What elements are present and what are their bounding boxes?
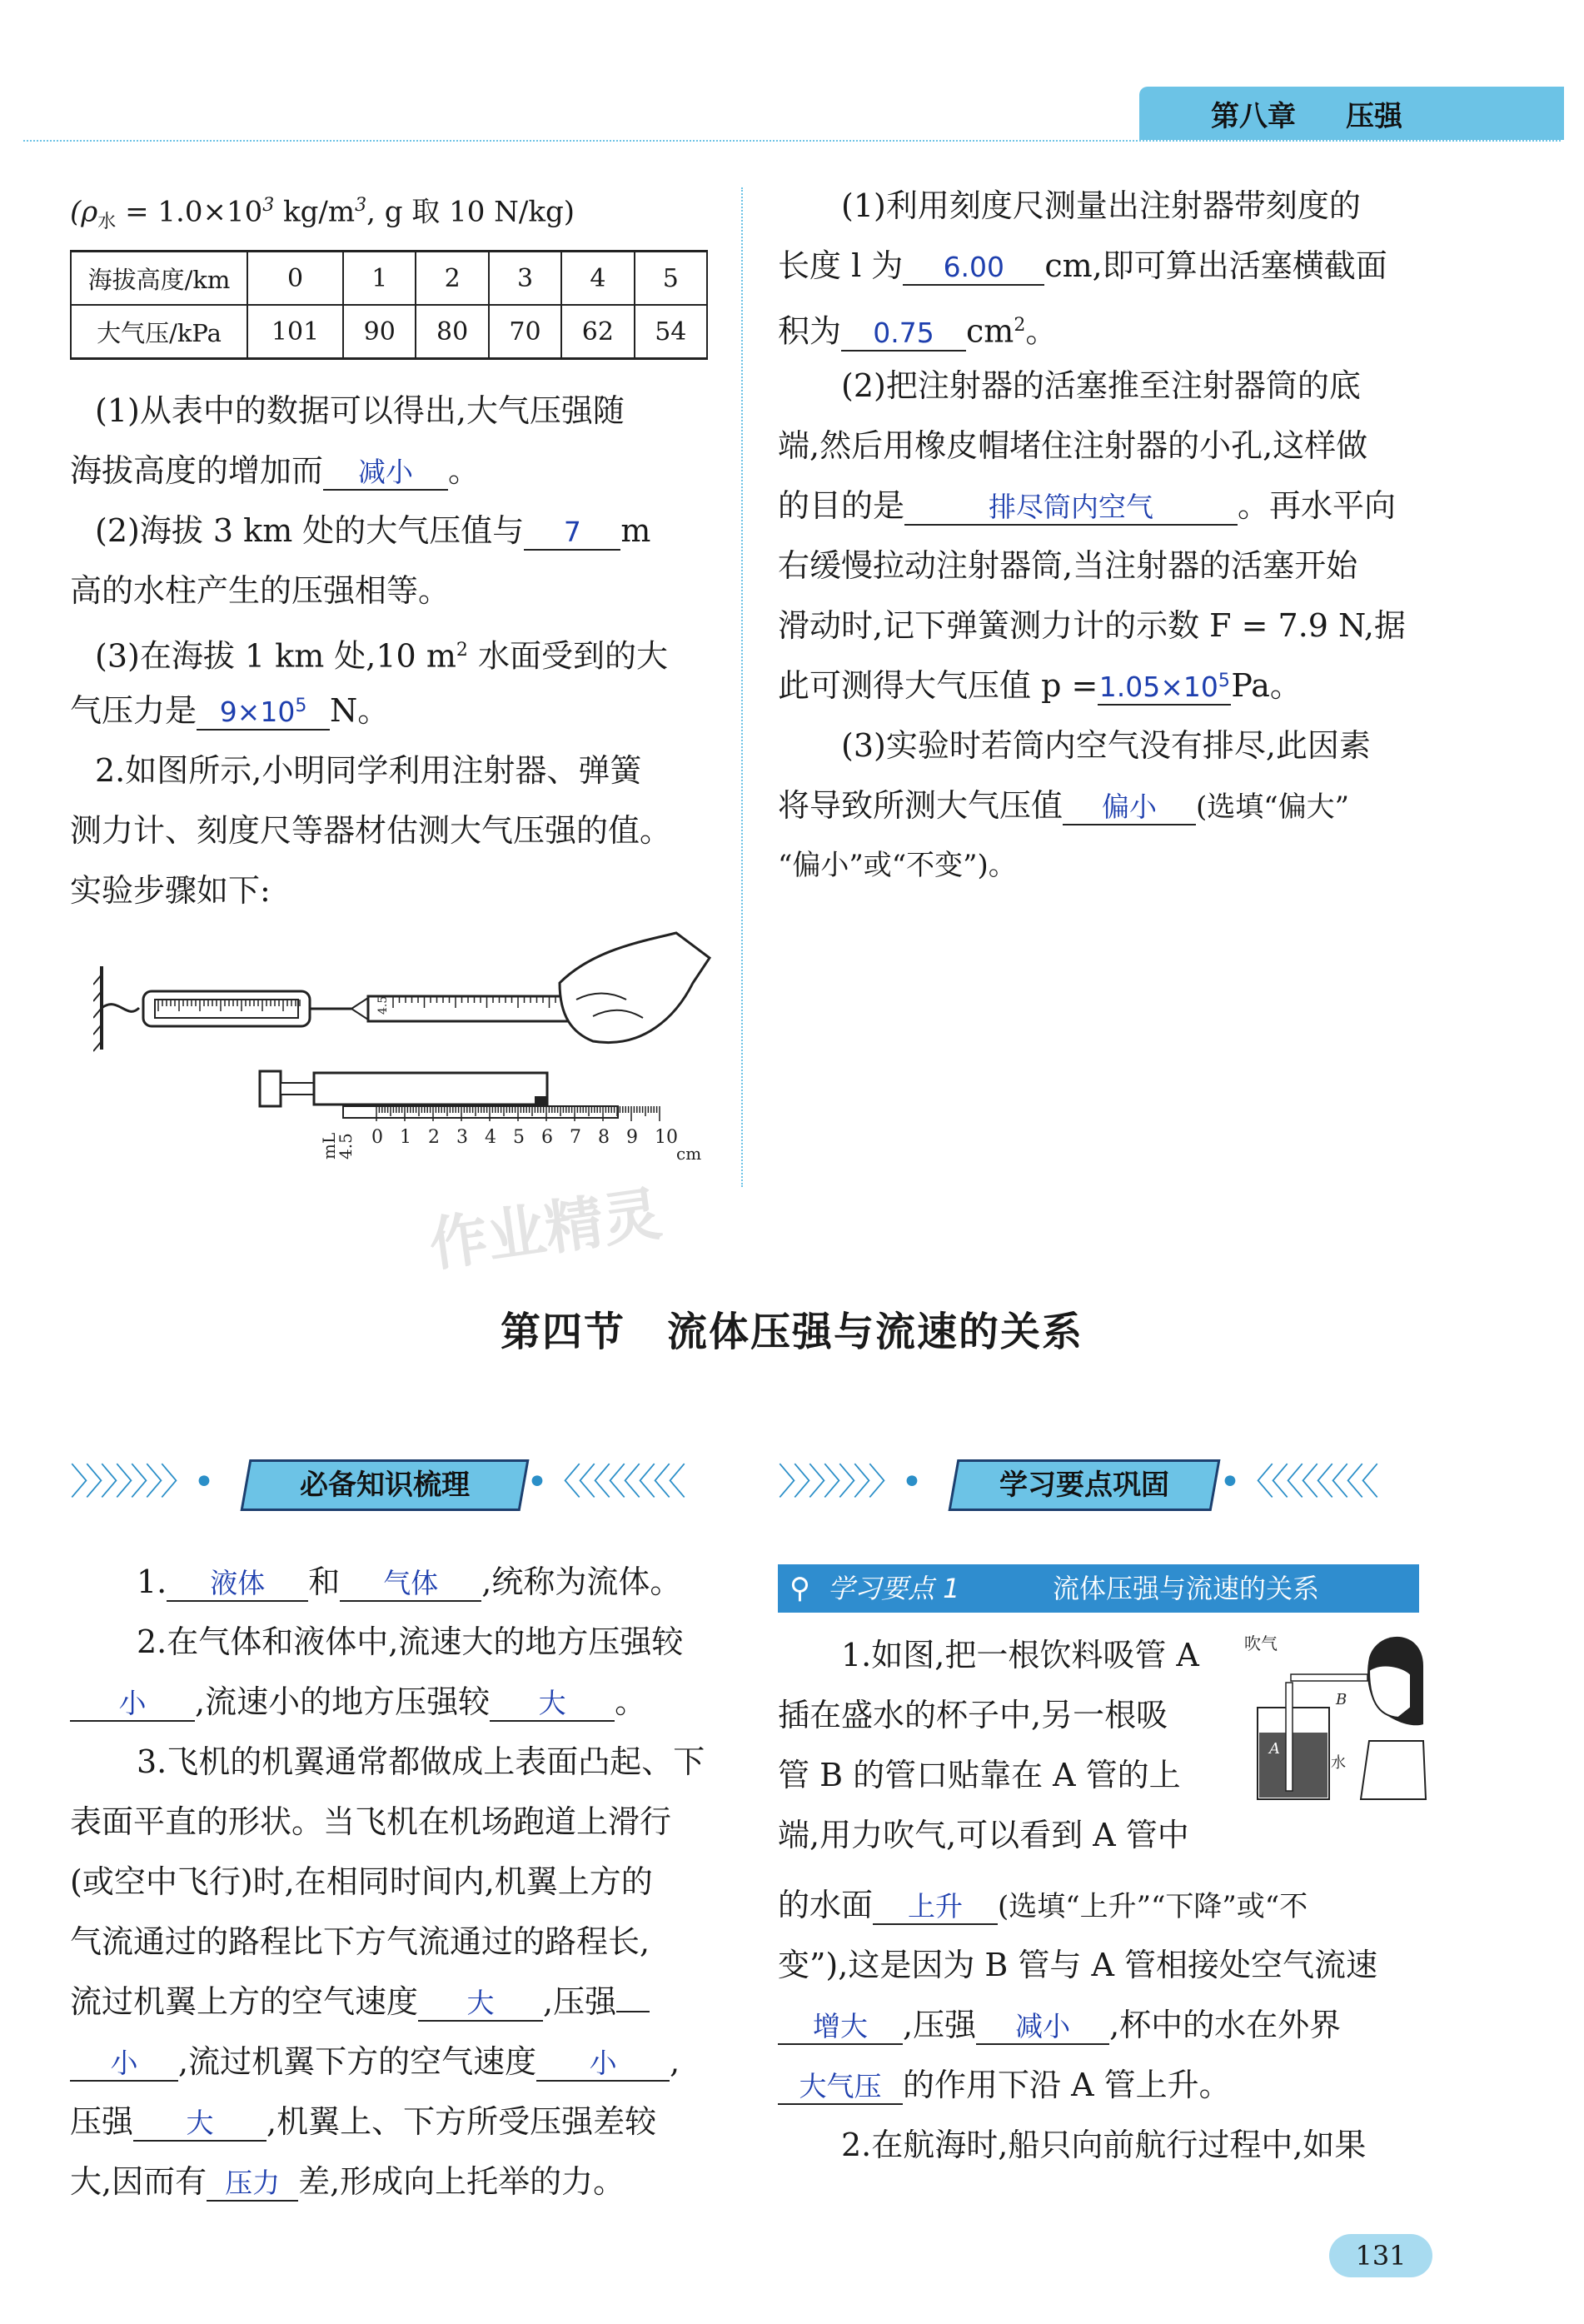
right-bottom-column [778, 1458, 1436, 2207]
fig-a-label: A [1269, 1740, 1280, 1758]
q1-line1: (1)从表中的数据可以得出,大气压强随 [95, 392, 625, 429]
k2-line1: 2.在气体和液体中,流速大的地方压强较 [137, 1623, 684, 1660]
table-cell: 1 [343, 252, 416, 306]
k2-line2: 小 ,流速小的地方压强较 大 。 [70, 1671, 646, 1733]
r2-line3: 的目的是 排尽筒内空气 。再水平向 [778, 487, 1397, 524]
k3-line3: (或空中飞行)时,在相同时间内,机翼上方的 [70, 1863, 653, 1900]
answer-blank: 液体 [167, 1567, 308, 1602]
q1-line2: 海拔高度的增加而 减小 。 [70, 452, 481, 489]
key-point-title: 流体压强与流速的关系 [1053, 1573, 1320, 1604]
table-cell: 54 [635, 305, 707, 359]
syringe-experiment-figure [93, 925, 726, 1174]
e1-line2: 插在盛水的杯子中,另一根吸 [778, 1697, 1168, 1733]
ruler-tick-label: 7 [570, 1127, 581, 1148]
left-bottom-column [70, 1458, 728, 2207]
knowledge-tag: 必备知识梳理 [241, 1459, 530, 1511]
k1-line: 1. 液体 和 气体 ,统称为流体。 [137, 1563, 682, 1600]
q3-line1: (3)在海拔 1 km 处,10 $m^2$ 水面受到的大 [95, 637, 668, 675]
table-cell: 0 [247, 252, 343, 306]
answer-blank: 6.00 [903, 251, 1044, 286]
p2-line1: 2.如图所示,小明同学利用注射器、弹簧 [95, 752, 642, 789]
p2-line2: 测力计、刻度尺等器材估测大气压强的值。 [70, 812, 672, 849]
k3-line4: 气流通过的路程比下方气流通过的路程长, [70, 1923, 650, 1960]
ml-label: mL [319, 1132, 339, 1160]
answer-blank: 上升 [873, 1890, 998, 1925]
table-cell: 62 [561, 305, 634, 359]
page-number: 131 [1329, 2234, 1432, 2277]
r1-line2: 长度 l 为 6.00 cm,即可算出活塞横截面 [778, 247, 1387, 284]
answer-blank: 大气压 [778, 2070, 903, 2105]
r3-line1: (3)实验时若筒内空气没有排尽,此因素 [841, 727, 1371, 764]
e2-line1: 2.在航海时,船只向前航行过程中,如果 [841, 2127, 1367, 2163]
answer-blank: 压力 [207, 2167, 298, 2202]
answer-blank: 偏小 [1063, 790, 1196, 825]
ruler-tick-label: 4 [485, 1127, 496, 1148]
answer-blank: 减小 [323, 456, 448, 491]
watermark: 作业精灵 [425, 1179, 666, 1280]
chapter-label: 第八章 [1211, 100, 1296, 133]
answer-blank: 小 [536, 2047, 670, 2082]
k3-line7: 压强 大 ,机翼上、下方所受压强差较 [70, 2103, 657, 2140]
answer-blank: 气体 [340, 1567, 481, 1602]
right-top-column [778, 175, 1427, 925]
straw-cup-figure [1244, 1624, 1427, 1808]
fig-water-label: 水 [1331, 1754, 1346, 1772]
syringe-mark: 4.5 [376, 995, 390, 1015]
r3-line2: 将导致所测大气压值 偏小 (选填“偏大” [778, 787, 1350, 824]
ruler-tick-label: 9 [626, 1127, 638, 1148]
e1-line4: 端,用力吹气,可以看到 A 管中 [778, 1817, 1189, 1853]
ruler-tick-label: 10 [655, 1127, 678, 1148]
ruler-tick-label: 3 [456, 1127, 468, 1148]
table-row [71, 305, 707, 359]
banner-chevrons-left: 〉〉〉〉〉〉〉• [778, 1461, 919, 1504]
key-point-bar [778, 1564, 1419, 1613]
answer-blank: 减小 [976, 2010, 1109, 2045]
ruler-unit: cm [676, 1144, 702, 1164]
answer-blank: 小 [70, 1687, 195, 1722]
ruler-tick-label: 0 [371, 1127, 383, 1148]
k3-line2: 表面平直的形状。当飞机在机场跑道上滑行 [70, 1803, 672, 1840]
ruler-tick-label: 6 [541, 1127, 553, 1148]
k3-line5: 流过机翼上方的空气速度 大 ,压强 [70, 1971, 650, 2032]
section-title: 第四节 流体压强与流速的关系 [500, 1309, 1083, 1355]
answer-blank: 0.75 [841, 317, 966, 352]
e1-line3: 管 B 的管口贴靠在 A 管的上 [778, 1757, 1181, 1793]
table-cell: 4 [561, 252, 634, 306]
table-header-altitude: 海拔高度/km [71, 252, 247, 306]
table-cell: 101 [247, 305, 343, 359]
q2-line1: (2)海拔 3 km 处的大气压值与 7 m [95, 512, 651, 549]
answer-blank: 增大 [778, 2010, 903, 2045]
table-header-pressure: 大气压/kPa [71, 305, 247, 359]
k3-line6: 小 ,流过机翼下方的空气速度 小 , [70, 2031, 680, 2092]
e1-line5: 的水面 上升 (选填“上升”“下降”或“不 [778, 1887, 1308, 1923]
ruler-tick-label: 2 [428, 1127, 440, 1148]
table-cell: 80 [416, 305, 488, 359]
banner-chevrons-left: 〉〉〉〉〉〉〉• [70, 1461, 212, 1504]
banner-chevrons-right: •〈〈〈〈〈〈〈〈 [1219, 1461, 1376, 1504]
q2-line2: 高的水柱产生的压强相等。 [70, 572, 451, 609]
table-cell: 70 [489, 305, 561, 359]
p2-line3: 实验步骤如下: [70, 872, 271, 909]
search-icon: ⚲ [790, 1572, 810, 1605]
r2-line5: 滑动时,记下弹簧测力计的示数 F = 7.9 N,据 [778, 607, 1406, 644]
fig-blow-label: 吹气 [1244, 1633, 1278, 1653]
answer-blank: 大 [490, 1687, 615, 1722]
r3-line3: “偏小”或“不变”)。 [778, 849, 1017, 882]
e1-line8: 大气压 的作用下沿 A 管上升。 [778, 2054, 1231, 2116]
ruler-tick-label: 8 [598, 1127, 610, 1148]
k3-line1: 3.飞机的机翼通常都做成上表面凸起、下 [137, 1743, 705, 1780]
chapter-header [1139, 87, 1564, 140]
table-cell: 90 [343, 305, 416, 359]
key-point-label: 学习要点 1 [828, 1573, 960, 1604]
ruler-start-value: 4.5 [336, 1133, 356, 1160]
r1-line1: (1)利用刻度尺测量出注射器带刻度的 [841, 187, 1361, 224]
ruler-tick-label: 1 [400, 1127, 411, 1148]
answer-blank: 小 [70, 2047, 178, 2082]
banner-chevrons-right: •〈〈〈〈〈〈〈〈 [526, 1461, 683, 1504]
r2-line1: (2)把注射器的活塞推至注射器筒的底 [841, 367, 1361, 404]
chapter-title: 压强 [1346, 100, 1402, 133]
e1-line1: 1.如图,把一根饮料吸管 A [841, 1637, 1199, 1673]
ruler-tick-label: 5 [513, 1127, 525, 1148]
e1-line7: 增大 ,压强 减小 ,杯中的水在外界 [778, 1994, 1341, 2056]
r2-line6: 此可测得大气压值 $p =1.05\times 10^5Pa$。 [778, 655, 1302, 716]
left-top-column [70, 175, 720, 1199]
answer-blank: 大 [133, 2107, 266, 2142]
q3-line2: 气压力是 $9\times 10^5$ N。 [70, 680, 389, 741]
header-dotted-line [23, 140, 1561, 142]
answer-blank: 大 [418, 1987, 543, 2022]
fig-b-label: B [1336, 1691, 1347, 1708]
r2-line2: 端,然后用橡皮帽堵住注射器的小孔,这样做 [778, 427, 1368, 464]
answer-blank: $9\times 10^5$ [197, 690, 330, 731]
e1-line6: 变”),这是因为 B 管与 A 管相接处空气流速 [778, 1947, 1378, 1983]
r2-line4: 右缓慢拉动注射器筒,当注射器的活塞开始 [778, 547, 1358, 584]
answer-blank: $1.05\times 10^5$ [1098, 665, 1231, 706]
review-tag: 学习要点巩固 [949, 1459, 1221, 1511]
answer-blank: 7 [524, 516, 620, 551]
answer-blank: 排尽筒内空气 [904, 491, 1238, 526]
table-cell: 5 [635, 252, 707, 306]
table-cell: 2 [416, 252, 488, 306]
table-cell: 3 [489, 252, 561, 306]
column-divider [741, 187, 743, 1187]
k3-line8: 大,因而有 压力 差,形成向上托举的力。 [70, 2163, 625, 2200]
altitude-pressure-table [70, 250, 708, 360]
table-row [71, 252, 707, 306]
formula-line: ($\rho_水 = 1.0\times 10^3$ $kg/m^3$, g 取 10 N/kg) [70, 195, 575, 233]
r1-line3: 积为 0.75 $cm^2$。 [778, 312, 1058, 350]
